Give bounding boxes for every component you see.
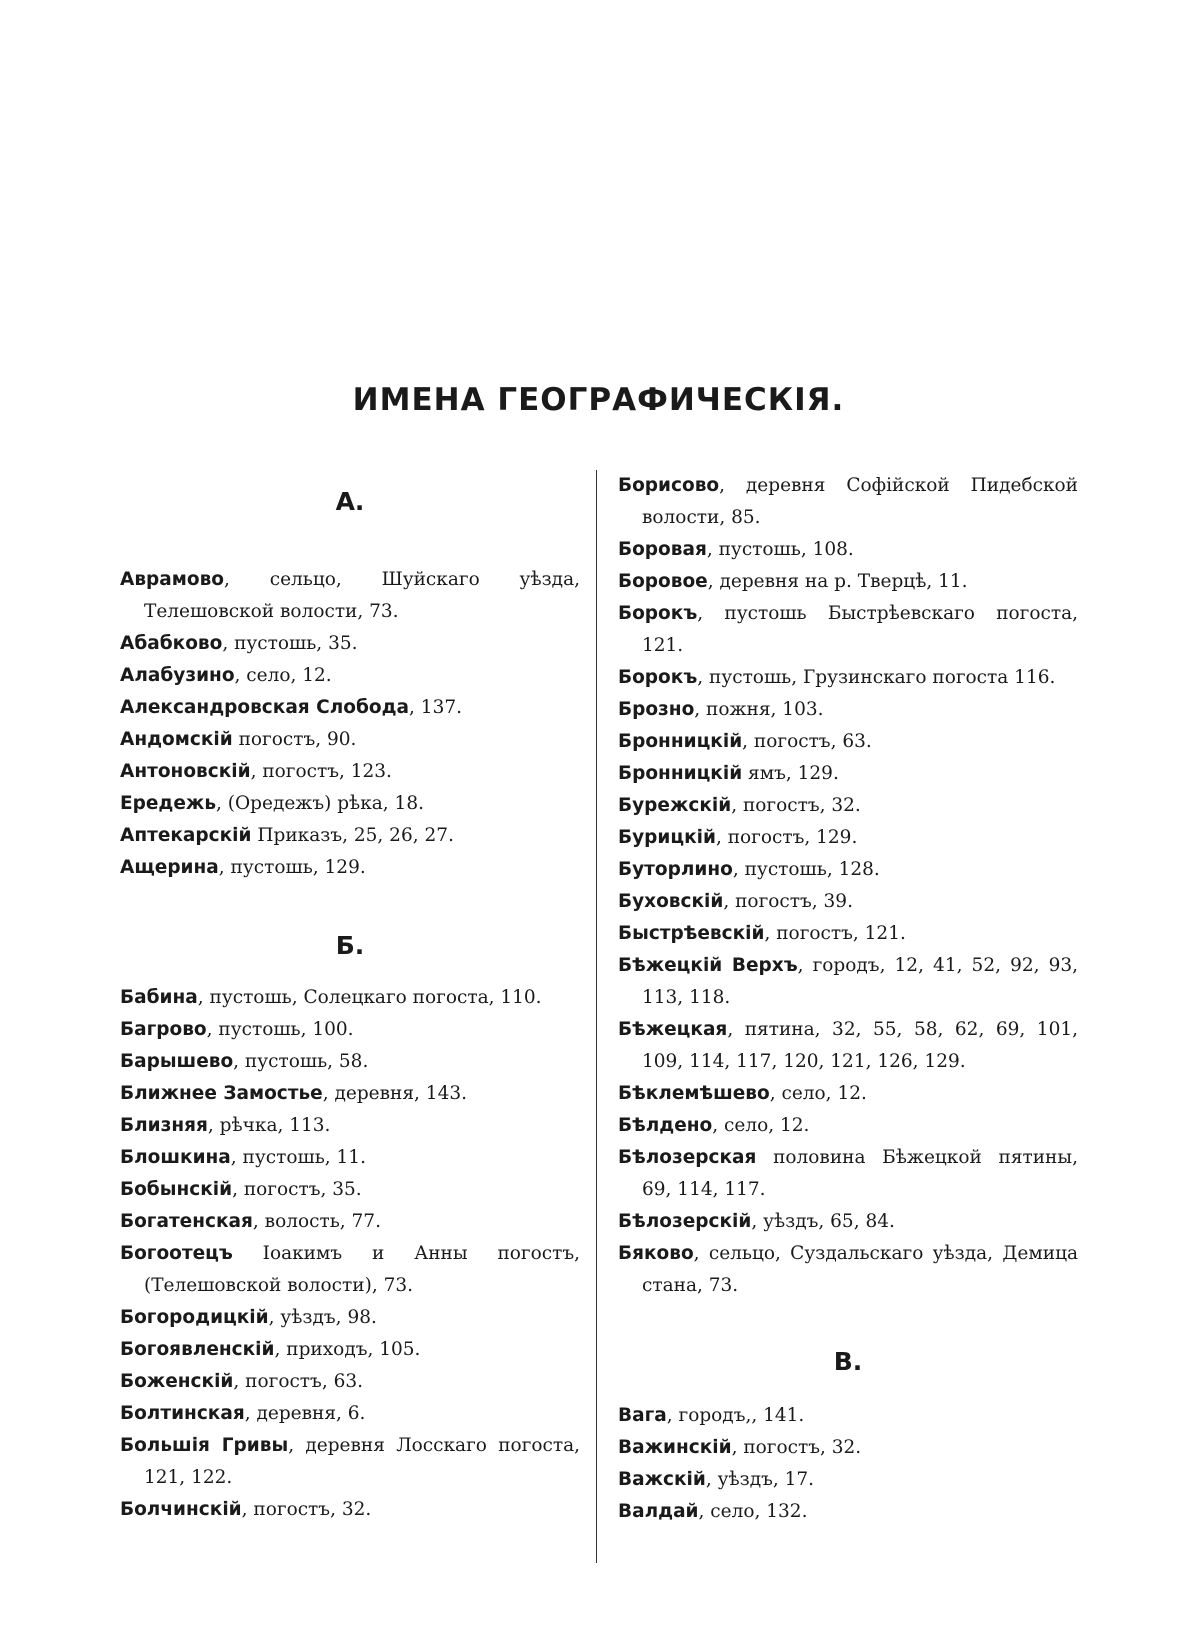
index-entry xyxy=(120,628,580,660)
entry-details: , пустошь, 108. xyxy=(706,539,854,560)
entry-headword: Болтинская xyxy=(120,1403,245,1424)
entry-headword: Вага xyxy=(618,1405,667,1426)
entry-headword: Бурицкій xyxy=(618,827,716,848)
section-letter-v: В. xyxy=(833,1347,863,1376)
entry-details: , уѣздъ, 65, 84. xyxy=(751,1211,895,1232)
entry-headword: Бѣлдено xyxy=(618,1115,713,1136)
entry-headword: Аптекарскій xyxy=(120,825,252,846)
section-letter-a: А. xyxy=(335,487,365,516)
entry-headword: Богоотецъ xyxy=(120,1243,233,1264)
entry-headword: Бѣлозерская xyxy=(618,1147,757,1168)
index-entry xyxy=(618,1432,1078,1464)
index-entry xyxy=(120,660,580,692)
entry-details: , пятина, 32, 55, 58, 62, 69, 101, 109, 114, 117, 120, 121, 126, 129. xyxy=(642,1019,1078,1072)
entry-details: , погостъ, 35. xyxy=(232,1179,362,1200)
entry-headword: Аврамово xyxy=(120,569,224,590)
index-entry xyxy=(120,756,580,788)
index-entry xyxy=(618,918,1078,950)
entry-details: Приказъ, 25, 26, 27. xyxy=(251,825,454,846)
entry-details: , село, 12. xyxy=(712,1115,810,1136)
entry-headword: Богоявленскій xyxy=(120,1339,275,1360)
entry-details: , (Оредежъ) рѣка, 18. xyxy=(216,793,424,814)
entry-headword: Богородицкій xyxy=(120,1307,269,1328)
entry-headword: Бѣжецкая xyxy=(618,1019,728,1040)
index-entry xyxy=(120,724,580,756)
entry-headword: Антоновскій xyxy=(120,761,251,782)
entry-details: , волость, 77. xyxy=(252,1211,381,1232)
index-entry xyxy=(618,822,1078,854)
index-entry xyxy=(120,1174,580,1206)
section-b-continued-entries xyxy=(618,470,1078,1302)
entry-details: , 137. xyxy=(409,697,462,718)
index-entry xyxy=(120,1494,580,1526)
entry-details: погостъ, 90. xyxy=(232,729,357,750)
section-a-entries xyxy=(120,564,580,884)
entry-details: , деревня, 6. xyxy=(244,1403,366,1424)
entry-details: , деревня, 143. xyxy=(322,1083,467,1104)
entry-headword: Бурежскій xyxy=(618,795,732,816)
entry-details: , сельцо, Суздальскаго уѣзда, Демица стана, 73. xyxy=(642,1243,1078,1296)
entry-details: , пустошь, 11. xyxy=(230,1147,366,1168)
index-entry xyxy=(120,788,580,820)
entry-details: , пожня, 103. xyxy=(694,699,824,720)
index-entry xyxy=(120,1430,580,1494)
index-entry xyxy=(618,566,1078,598)
index-entry xyxy=(618,1110,1078,1142)
entry-details: , погостъ, 63. xyxy=(233,1371,363,1392)
index-entry xyxy=(618,726,1078,758)
entry-headword: Ередежь xyxy=(120,793,217,814)
entry-headword: Борисово xyxy=(618,475,720,496)
index-entry xyxy=(618,534,1078,566)
index-entry xyxy=(618,1496,1078,1528)
entry-headword: Буховскій xyxy=(618,891,724,912)
index-entry xyxy=(120,1366,580,1398)
entry-details: , пустошь Быстрѣевскаго погоста, 121. xyxy=(642,603,1078,656)
index-entry xyxy=(618,886,1078,918)
entry-details: , погостъ, 32. xyxy=(731,795,861,816)
entry-details: , деревня Лосскаго погоста, 121, 122. xyxy=(144,1435,580,1488)
entry-details: , пустошь, 129. xyxy=(218,857,366,878)
entry-details: Іоакимъ и Анны погостъ, (Телешовской волости), 73. xyxy=(144,1243,580,1296)
entry-details: , пустошь, Солецкаго погоста, 110. xyxy=(197,987,542,1008)
index-entry xyxy=(618,1078,1078,1110)
entry-headword: Борокъ xyxy=(618,667,698,688)
entry-headword: Болчинскій xyxy=(120,1499,242,1520)
entry-headword: Андомскій xyxy=(120,729,233,750)
index-entry xyxy=(120,1046,580,1078)
entry-details: , погостъ, 123. xyxy=(250,761,392,782)
index-entry xyxy=(618,1014,1078,1078)
entry-details: , пустошь, Грузинскаго погоста 116. xyxy=(697,667,1056,688)
index-entry xyxy=(618,694,1078,726)
entry-details: ямъ, 129. xyxy=(742,763,839,784)
entry-headword: Быстрѣевскій xyxy=(618,923,765,944)
index-entry xyxy=(120,852,580,884)
entry-details: , село, 12. xyxy=(234,665,332,686)
entry-headword: Барышево xyxy=(120,1051,234,1072)
column-divider xyxy=(596,470,597,1563)
index-entry xyxy=(120,1078,580,1110)
index-entry xyxy=(618,790,1078,822)
index-entry xyxy=(618,1238,1078,1302)
entry-details: , пустошь, 58. xyxy=(233,1051,369,1072)
entry-headword: Бабина xyxy=(120,987,198,1008)
entry-details: , городъ, 12, 41, 52, 92, 93, 113, 118. xyxy=(642,955,1078,1008)
entry-details: , городъ,, 141. xyxy=(666,1405,805,1426)
entry-headword: Борокъ xyxy=(618,603,698,624)
section-b-entries xyxy=(120,982,580,1526)
entry-headword: Бѣлозерскій xyxy=(618,1211,752,1232)
index-entry xyxy=(120,820,580,852)
entry-details: , деревня на р. Тверцѣ, 11. xyxy=(707,571,968,592)
index-entry xyxy=(618,470,1078,534)
entry-details: , пустошь, 35. xyxy=(222,633,358,654)
entry-details: , погостъ, 39. xyxy=(723,891,853,912)
entry-details: , погостъ, 121. xyxy=(764,923,906,944)
entry-headword: Александровская Слобода xyxy=(120,697,410,718)
entry-details: , пустошь, 100. xyxy=(206,1019,354,1040)
entry-details: , погостъ, 32. xyxy=(731,1437,862,1458)
index-entry xyxy=(120,692,580,724)
entry-headword: Важскій xyxy=(618,1469,706,1490)
index-entry xyxy=(618,662,1078,694)
entry-details: , приходъ, 105. xyxy=(274,1339,421,1360)
page-title: ИМЕНА ГЕОГРАФИЧЕСКІЯ. xyxy=(352,382,845,418)
entry-headword: Богатенская xyxy=(120,1211,253,1232)
entry-headword: Бѣклемѣшево xyxy=(618,1083,770,1104)
entry-details: , деревня Софійской Пидебской волости, 85. xyxy=(642,475,1078,528)
entry-headword: Бѣжецкій Верхъ xyxy=(618,955,798,976)
entry-headword: Ближнее Замостье xyxy=(120,1083,323,1104)
index-entry xyxy=(618,1400,1078,1432)
index-entry xyxy=(618,1206,1078,1238)
index-entry xyxy=(120,1206,580,1238)
entry-headword: Бяково xyxy=(618,1243,694,1264)
entry-details: , рѣчка, 113. xyxy=(207,1115,331,1136)
entry-headword: Валдай xyxy=(618,1501,699,1522)
index-entry xyxy=(120,1398,580,1430)
entry-details: , село, 132. xyxy=(698,1501,808,1522)
entry-headword: Важинскій xyxy=(618,1437,732,1458)
index-entry xyxy=(618,1142,1078,1206)
entry-headword: Блошкина xyxy=(120,1147,231,1168)
index-entry xyxy=(120,1110,580,1142)
entry-headword: Багрово xyxy=(120,1019,207,1040)
entry-headword: Большія Гривы xyxy=(120,1435,289,1456)
entry-details: , уѣздъ, 98. xyxy=(268,1307,377,1328)
index-entry xyxy=(120,982,580,1014)
entry-headword: Бобынскій xyxy=(120,1179,233,1200)
entry-headword: Абабково xyxy=(120,633,223,654)
index-entry xyxy=(120,1334,580,1366)
index-entry xyxy=(120,564,580,628)
left-column xyxy=(120,470,580,1526)
index-entry xyxy=(618,950,1078,1014)
right-column xyxy=(618,470,1078,1528)
section-letter-b: Б. xyxy=(335,931,365,960)
entry-headword: Брозно xyxy=(618,699,695,720)
index-entry xyxy=(618,598,1078,662)
index-entry xyxy=(120,1238,580,1302)
entry-headword: Близняя xyxy=(120,1115,208,1136)
entry-headword: Алабузино xyxy=(120,665,235,686)
section-v-entries xyxy=(618,1400,1078,1528)
index-entry xyxy=(618,1464,1078,1496)
index-entry xyxy=(618,758,1078,790)
entry-headword: Боровое xyxy=(618,571,708,592)
entry-details: , пустошь, 128. xyxy=(732,859,880,880)
entry-headword: Бронницкій xyxy=(618,731,743,752)
entry-details: , уѣздъ, 17. xyxy=(705,1469,815,1490)
index-entry xyxy=(120,1014,580,1046)
index-entry xyxy=(120,1302,580,1334)
entry-details: , село, 12. xyxy=(769,1083,867,1104)
entry-headword: Боровая xyxy=(618,539,707,560)
entry-details: , погостъ, 63. xyxy=(742,731,872,752)
index-entry xyxy=(120,1142,580,1174)
entry-details: половина Бѣжецкой пятины, 69, 114, 117. xyxy=(642,1147,1078,1200)
entry-details: , погостъ, 129. xyxy=(715,827,858,848)
entry-headword: Бронницкій xyxy=(618,763,743,784)
entry-headword: Буторлино xyxy=(618,859,733,880)
entry-headword: Ащерина xyxy=(120,857,219,878)
index-entry xyxy=(618,854,1078,886)
entry-headword: Боженскій xyxy=(120,1371,234,1392)
entry-details: , сельцо, Шуйскаго уѣзда, Телешовской волости, 73. xyxy=(144,569,580,622)
entry-details: , погостъ, 32. xyxy=(241,1499,372,1520)
